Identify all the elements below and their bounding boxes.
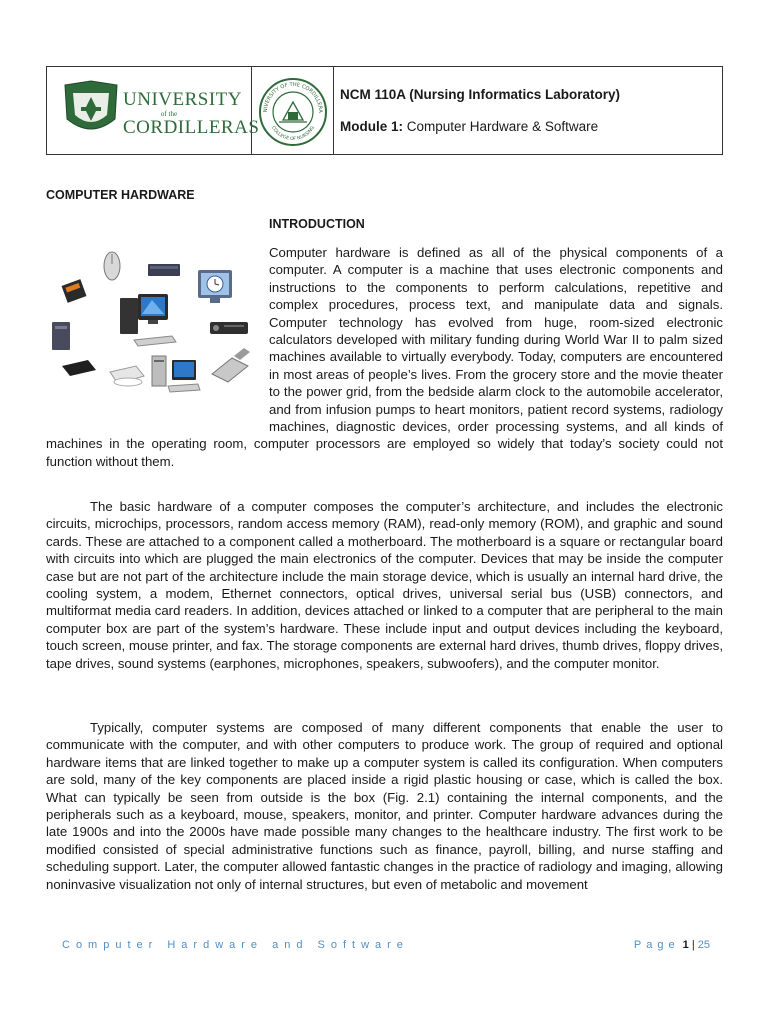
- paragraph-3: Typically, computer systems are composed of many different components that enable the user to communicate with the computer, and with other computers to produce work. The group of required and optional hardware items that are linked together to make up a computer system is called its configuration. When computers are sold, many of the key components are placed inside a rigid plastic housing or case, which is called the box. What can typically be seen from outside is the box (Fig. 2.1) containing the internal components, and the peripherals such as a keyboard, mouse, speakers, monitor, and printer. Computer hardware advances during the late 1900s and into the 2000s have made possible many changes to the healthcare industry. The first work to be modified consisted of special administrative functions such as finance, payroll, billing, and nurse staffing and scheduling support. Later, the computer allowed fantastic changes in the practice of radiology and imaging, allowing noninvasive visualization not only of internal structures, but even of metabolic and movement: [46, 720, 723, 892]
- paragraph-2: The basic hardware of a computer composes the computer’s architecture, and includes the electronic circuits, microchips, processors, random access memory (RAM), read-only memory (ROM), and graphic and sound cards. These are attached to a component called a motherboard. The motherboard is a square or rectangular board with circuits into which are plugged the main electronics of the computer. Devices that may be inside the computer case but are not part of the architecture include the main storage device, which is usually an internal hard drive, the cooling system, a modem, Ethernet connectors, optical drives, universal serial bus (USB) connectors, and multiformat media card readers. In addition, devices attached or linked to a computer that are peripheral to the main computer box are part of the system’s hardware. These include input and output devices including the keyboard, touch screen, mouse printer, and fax. The storage components are external hard drives, thumb drives, floppy drives, tape drives, sound systems (earphones, microphones, speakers, subwoofers), and the computer monitor.: [46, 499, 723, 671]
- footer-page-total: 25: [697, 939, 710, 951]
- module-label: Module 1:: [340, 119, 403, 134]
- introduction-heading: INTRODUCTION: [269, 217, 365, 231]
- module-name: Computer Hardware & Software: [406, 119, 599, 134]
- intro-paragraph: [46, 244, 723, 490]
- logo-text-cordilleras: CORDILLERAS: [123, 117, 260, 138]
- footer-page-number: [634, 939, 710, 951]
- section-title: COMPUTER HARDWARE: [46, 188, 195, 202]
- footer-page-separator: |: [691, 939, 695, 951]
- footer-document-title: Computer Hardware and Software: [62, 939, 409, 951]
- header-table: [46, 66, 723, 155]
- course-title: NCM 110A (Nursing Informatics Laboratory): [340, 87, 621, 102]
- footer-page-word: Page: [633, 939, 680, 951]
- university-logo: [61, 79, 260, 141]
- seal-text-top: NIVERSITY OF THE CORDILLERA: [262, 81, 324, 113]
- figure-float-space: [46, 244, 269, 420]
- logo-text-university: UNIVERSITY: [123, 89, 242, 110]
- footer-page-current: 1: [682, 939, 689, 951]
- college-seal-cell: [252, 67, 334, 154]
- seal-text-bottom: COLLEGE OF NURSING: [269, 125, 317, 143]
- paragraph-1: Computer hardware is defined as all of the physical components of a computer. A computer is a machine that uses electronic components and instructions to the components to perform calculations, repetitive and complex procedures, process text, and manipulate data and signals. Computer technology has evolved from huge, room-sized electronic calculators developed with military funding during World War II to palm sized machines available to virtually everybody. Today, computers are encountered in most areas of people’s lives. From the grocery store and the movie theater to the power grid, from the bedside alarm clock to the automobile accelerator, and from infusion pumps to heart monitors, patient record systems, radiology machines, diagnostic devices, order processing systems, and all kinds of machines in the operating room, computer processors are employed so widely that today’s society could not function without them.: [46, 245, 723, 469]
- logo-text-of-the: of the: [160, 110, 178, 118]
- university-logo-cell: [47, 67, 260, 154]
- course-info-cell: [334, 67, 722, 154]
- module-title: [340, 119, 722, 134]
- college-seal-icon: [257, 72, 329, 150]
